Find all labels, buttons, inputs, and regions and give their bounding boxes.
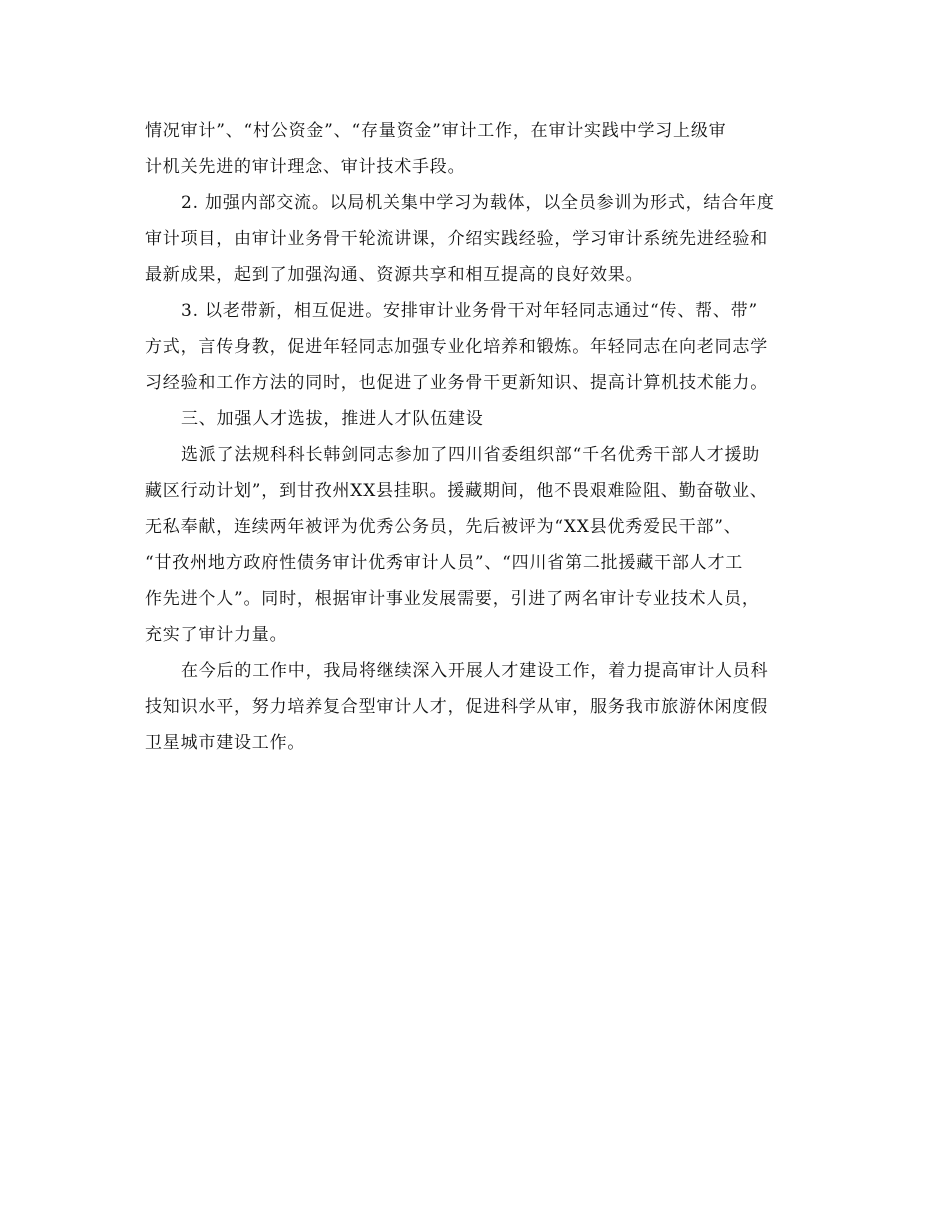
text-line: 2. 加强内部交流。以局机关集中学习为载体，以全员参训为形式，结合年度 [181,193,775,213]
text-line: 选派了法规科科长韩剑同志参加了四川省委组织部“千名优秀干部人才援助 [181,445,761,465]
paragraph-5 [145,653,815,761]
document-body [145,113,815,761]
text-line: 方式，言传身教，促进年轻同志加强专业化培养和锻炼。年轻同志在向老同志学 [145,337,768,357]
text-line: 技知识水平，努力培养复合型审计人才，促进科学从审，服务我市旅游休闲度假 [145,697,768,717]
text-line: 在今后的工作中，我局将继续深入开展人才建设工作，着力提高审计人员科 [181,661,769,681]
text-line: 3. 以老带新，相互促进。安排审计业务骨干对年轻同志通过“传、帮、带” [181,301,759,321]
text-line: “甘孜州地方政府性债务审计优秀审计人员”、“四川省第二批援藏干部人才工 [145,553,744,573]
paragraph-1 [145,113,815,185]
paragraph-3 [145,293,815,401]
paragraph-4 [145,437,815,653]
text-line: 最新成果，起到了加强沟通、资源共享和相互提高的良好效果。 [145,265,644,285]
section-heading [145,401,815,437]
paragraph-2 [145,185,815,293]
text-line: 作先进个人”。同时，根据审计事业发展需要，引进了两名审计专业技术人员， [145,589,760,609]
text-line: 无私奉献，连续两年被评为优秀公务员，先后被评为“XX县优秀爱民干部”、 [145,517,742,537]
text-line: 卫星城市建设工作。 [145,733,306,753]
text-line: 三、加强人才选拔，推进人才队伍建设 [181,409,484,429]
text-line: 情况审计”、“村公资金”、“存量资金”审计工作，在审计实践中学习上级审 [145,121,727,141]
text-line: 藏区行动计划”，到甘孜州XX县挂职。援藏期间，他不畏艰难险阻、勤奋敬业、 [145,481,768,501]
text-line: 习经验和工作方法的同时，也促进了业务骨干更新知识、提高计算机技术能力。 [145,373,768,393]
text-line: 计机关先进的审计理念、审计技术手段。 [145,157,466,177]
text-line: 审计项目，由审计业务骨干轮流讲课，介绍实践经验，学习审计系统先进经验和 [145,229,768,249]
text-line: 充实了审计力量。 [145,625,288,645]
